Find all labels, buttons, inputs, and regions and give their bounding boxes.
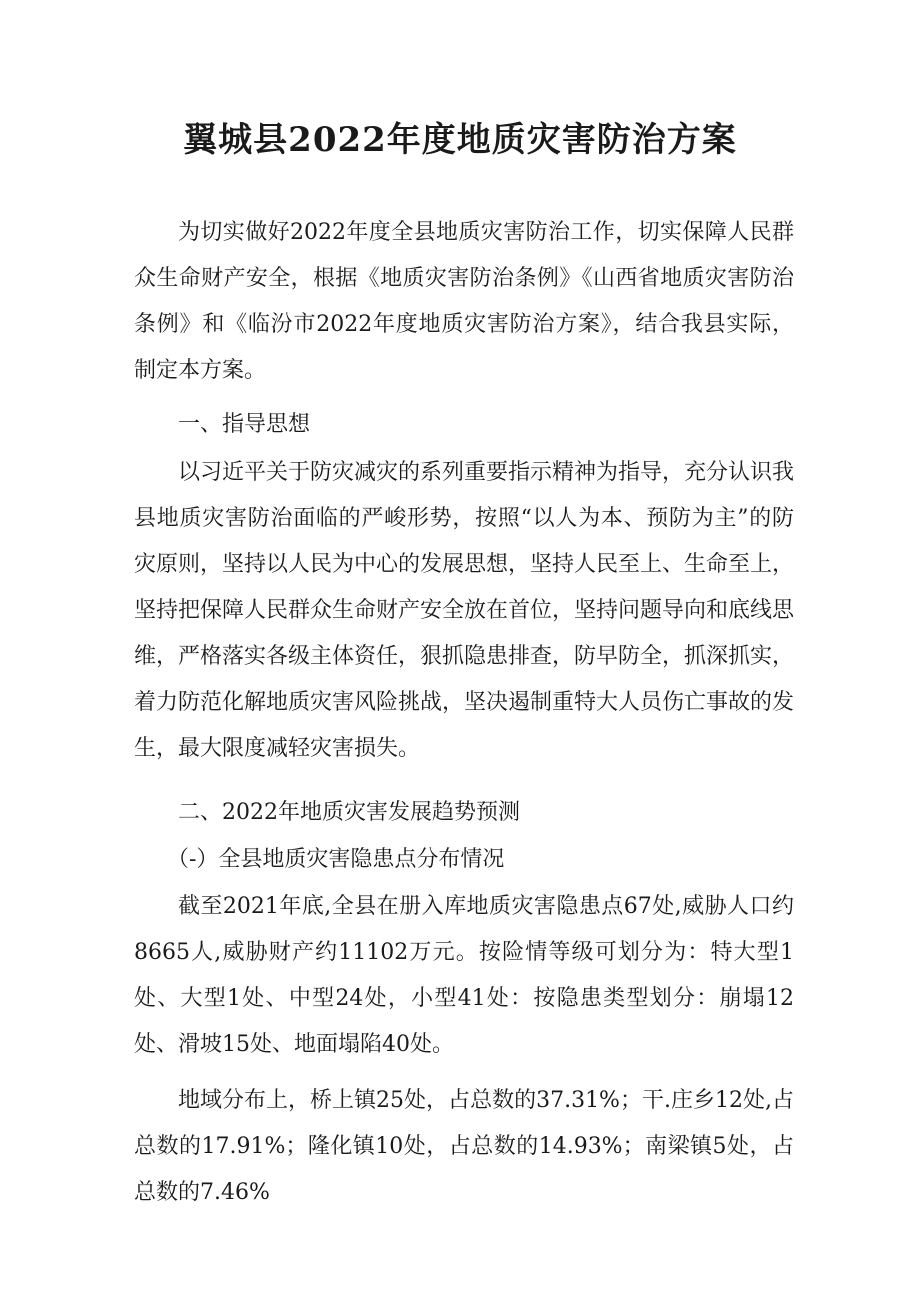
subsection-1-paragraph-2: 地域分布上，桥上镇25处，占总数的37.31%；干.庄乡12处,占总数的17.91%；隆化镇10处，占总数的14.93%；南梁镇5处，占总数的7.46% — [134, 1088, 794, 1205]
document-title: 翼城县2022年度地质灾害防治方案 — [183, 120, 737, 160]
section-2-heading: 二、2022年地质灾害发展趋势预测 — [178, 800, 520, 825]
section-1-heading: 一、指导思想 — [178, 412, 311, 437]
subsection-1-heading: （-）全县地质灾害隐患点分布情况 — [167, 847, 505, 872]
subsection-1-paragraph-1: 截至2021年底,全县在册入库地质灾害隐患点67处,威胁人口约8665人,威胁财产约11102万元。按险情等级可划分为：特大型1处、大型1处、中型24处，小型41处：按隐患类型划分：崩塌12处、滑坡15处、地面塌陷40处。 — [134, 894, 794, 1057]
intro-paragraph: 为切实做好2022年度全县地质灾害防治工作，切实保障人民群众生命财产安全，根据《地质灾害防治条例》《山西省地质灾害防治条例》和《临汾市2022年度地质灾害防治方案》，结合我县实际，制定本方案。 — [134, 220, 794, 383]
section-1-body: 以习近平关于防灾减灾的系列重要指示精神为指导，充分认识我县地质灾害防治面临的严峻形势，按照“以人为本、预防为主”的防灾原则，坚持以人民为中心的发展思想，坚持人民至上、生命至上，坚持把保障人民群众生命财产安全放在首位，坚持问题导向和底线思维，严格落实各级主体资任，狠抓隐患排查，防早防全，抓深抓实，着力防范化解地质灾害风险挑战，坚决遏制重特大人员伤亡事故的发生，最大限度减轻灾害损失。 — [134, 460, 795, 761]
